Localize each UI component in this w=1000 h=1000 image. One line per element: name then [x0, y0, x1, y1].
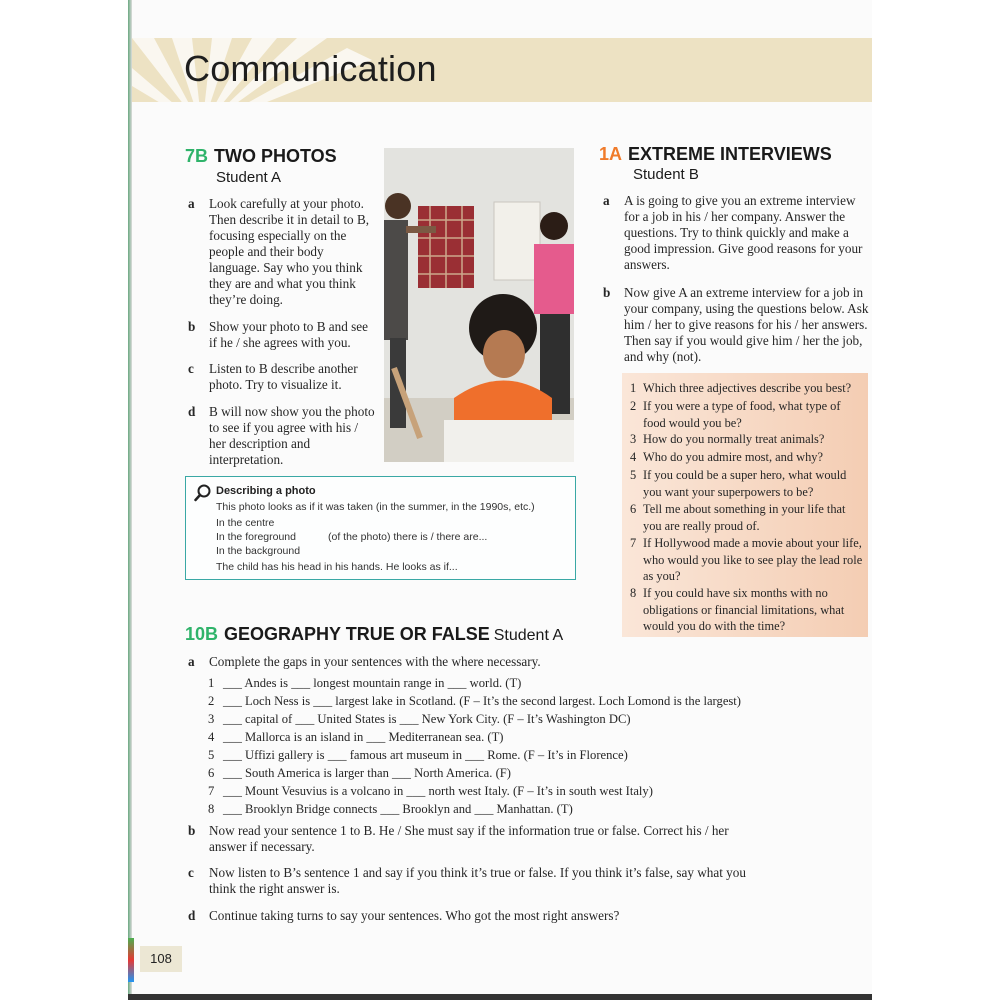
section-1a-item-a: a A is going to give you an extreme interview for a job in his / her company. Answer the questions. Try to think quickly and make a good impression. Give good reasons for your answers.	[603, 193, 863, 272]
section-7b-heading	[185, 146, 337, 167]
geography-sentence: 5 ___ Uffizi gallery is ___ famous art museum in ___ Rome. (F – It’s in Florence)	[208, 748, 628, 762]
question-item: 1 Which three adjectives describe you best?	[630, 381, 852, 395]
geography-sentence: 1 ___ Andes is ___ longest mountain range in ___ world. (T)	[208, 676, 522, 690]
section-7b-item-d: d B will now show you the photo to see if you agree with his / her description and interpretation.	[188, 404, 375, 467]
section-10b-item-a: a Complete the gaps in your sentences with the where necessary.	[188, 654, 541, 669]
section-10b-subtitle: Student A	[493, 627, 564, 644]
section-10b-code: 10B	[185, 624, 219, 644]
tip-box-title: Describing a photo	[216, 485, 316, 497]
section-7b-item-b: b Show your photo to B and see if he / she agrees with you.	[188, 319, 368, 350]
interview-questions-box	[622, 373, 868, 637]
question-item: 7 If Hollywood made a movie about your life, who would you like to see play the lead role as you?	[630, 536, 863, 583]
geography-sentence: 4 ___ Mallorca is an island in ___ Mediterranean sea. (T)	[208, 730, 504, 744]
magnifier-icon	[194, 484, 212, 502]
tip-line: This photo looks as if it was taken (in the summer, in the 1990s, etc.)	[216, 501, 535, 513]
tip-line: In the centre	[216, 517, 275, 529]
section-1a-code: 1A	[599, 144, 623, 164]
section-1a-item-b: b Now give A an extreme interview for a job in your company, using the questions below. Ask him / her to give reasons for his / her answers. Then say if you would give him / her the job, and why (not).	[603, 285, 869, 364]
question-item: 3 How do you normally treat animals?	[630, 432, 825, 446]
section-7b-title: TWO PHOTOS	[214, 146, 337, 166]
section-7b-subtitle: Student A	[216, 169, 282, 186]
geography-sentence: 7 ___ Mount Vesuvius is a volcano in ___ north west Italy. (F – It’s in south west Italy)	[208, 784, 653, 798]
student-photo	[384, 148, 574, 462]
tip-line: In the background	[216, 545, 301, 557]
bottom-edge	[128, 994, 872, 1000]
section-10b-item-d: d Continue taking turns to say your sentences. Who got the most right answers?	[188, 908, 620, 923]
page-number: 108	[140, 946, 182, 972]
page-title: Communication	[184, 48, 437, 89]
question-item: 2 If you were a type of food, what type of food would you be?	[630, 399, 841, 430]
geography-sentence: 3 ___ capital of ___ United States is ___ New York City. (F – It’s Washington DC)	[208, 712, 631, 726]
geography-sentence: 2 ___ Loch Ness is ___ largest lake in Scotland. (F – It’s the second largest. Loch Lomond is the largest)	[208, 694, 742, 708]
section-10b-item-c: c Now listen to B’s sentence 1 and say if you think it’s true or false. If you think it’s false, say what you think the right answer is.	[188, 865, 746, 896]
question-item: 5 If you could be a super hero, what would you want your superpowers to be?	[630, 468, 847, 499]
geography-sentence: 8 ___ Brooklyn Bridge connects ___ Brooklyn and ___ Manhattan. (T)	[208, 802, 573, 816]
section-10b-heading	[185, 624, 563, 645]
section-10b-item-b: b Now read your sentence 1 to B. He / She must say if the information true or false. Correct his / her answer if necessary.	[188, 823, 729, 854]
color-tabs	[128, 938, 134, 982]
section-10b-title: GEOGRAPHY TRUE OR FALSE	[224, 624, 490, 644]
section-7b-item-a: a Look carefully at your photo. Then describe it in detail to B, focusing especially on the people and their body language. Say who you think they are and what you think they’re doing.	[188, 196, 370, 307]
question-item: 6 Tell me about something in your life that you are really proud of.	[630, 502, 846, 533]
tip-line-aside: (of the photo) there is / there are...	[328, 531, 488, 543]
describing-photo-tip-box	[185, 476, 576, 580]
photo-illustration	[384, 148, 574, 462]
section-7b-code: 7B	[185, 146, 209, 166]
geography-sentence: 6 ___ South America is larger than ___ North America. (F)	[208, 766, 511, 780]
tip-line: In the foreground	[216, 531, 296, 543]
scan-edge	[128, 0, 132, 1000]
tip-line: The child has his head in his hands. He looks as if...	[216, 561, 458, 573]
question-item: 8 If you could have six months with no obligations or financial limitations, what would you do with the time?	[630, 586, 845, 633]
header-banner	[132, 38, 872, 102]
section-1a-heading	[599, 144, 832, 165]
section-1a-title: EXTREME INTERVIEWS	[628, 144, 832, 164]
question-item: 4 Who do you admire most, and why?	[630, 450, 823, 464]
section-7b-item-c: c Listen to B describe another photo. Try to visualize it.	[188, 361, 358, 392]
section-1a-subtitle: Student B	[633, 166, 699, 183]
